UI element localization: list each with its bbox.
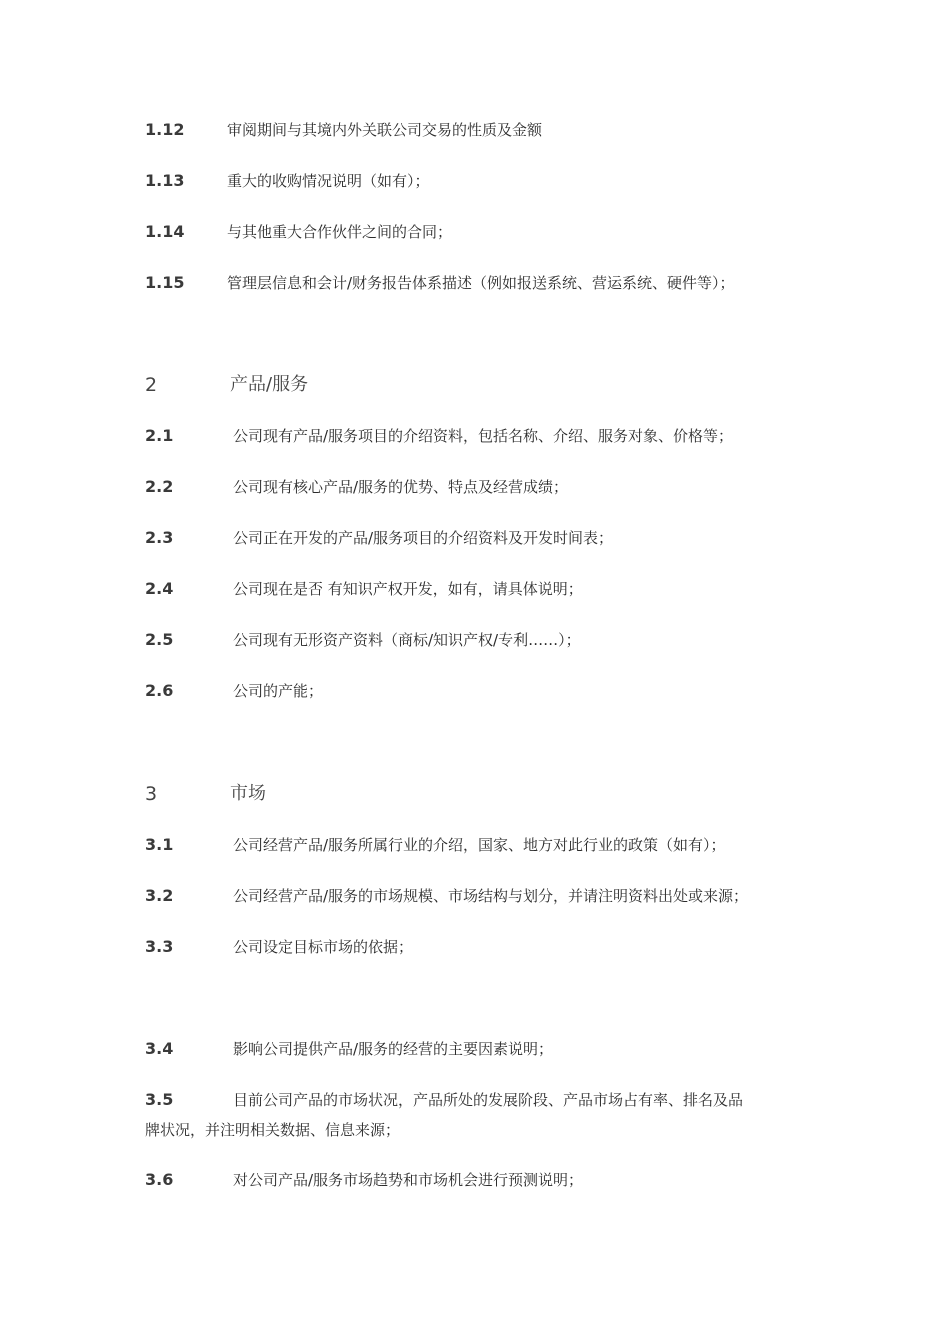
item-text: 公司现有核心产品/服务的优势、特点及经营成绩； xyxy=(233,478,569,496)
list-item-3-4 xyxy=(145,1034,815,1064)
section-heading-2 xyxy=(145,370,815,400)
item-text: 与其他重大合作伙伴之间的合同； xyxy=(227,223,453,241)
list-item-2-4 xyxy=(145,574,815,604)
item-text: 审阅期间与其境内外关联公司交易的性质及金额 xyxy=(227,121,543,139)
item-number: 1.12 xyxy=(145,120,185,139)
list-item-3-1 xyxy=(145,830,815,860)
item-text: 公司正在开发的产品/服务项目的介绍资料及开发时间表； xyxy=(233,529,614,547)
item-text: 重大的收购情况说明（如有）； xyxy=(227,172,430,190)
list-item-3-5 xyxy=(145,1085,815,1145)
item-text: 公司现有无形资产资料（商标/知识产权/专利……）； xyxy=(233,631,581,649)
item-number: 1.13 xyxy=(145,171,185,190)
list-item-2-6 xyxy=(145,676,815,706)
item-number: 2.6 xyxy=(145,681,174,700)
item-text: 影响公司提供产品/服务的经营的主要因素说明； xyxy=(233,1040,554,1058)
item-text: 公司现有产品/服务项目的介绍资料，包括名称、介绍、服务对象、价格等； xyxy=(233,427,734,445)
item-number: 3.2 xyxy=(145,886,174,905)
item-text: 管理层信息和会计/财务报告体系描述（例如报送系统、营运系统、硬件等）； xyxy=(227,274,735,292)
item-number: 3.4 xyxy=(145,1039,174,1058)
list-item-2-1 xyxy=(145,421,815,451)
section-title: 市场 xyxy=(230,783,266,804)
item-number: 3.1 xyxy=(145,835,174,854)
item-number: 2.1 xyxy=(145,426,174,445)
item-number: 2.5 xyxy=(145,630,174,649)
item-number: 1.15 xyxy=(145,273,185,292)
section-number: 2 xyxy=(145,374,158,396)
item-number: 3.6 xyxy=(145,1170,174,1189)
section-title: 产品/服务 xyxy=(230,374,309,395)
list-item-1-13 xyxy=(145,166,815,196)
item-number: 1.14 xyxy=(145,222,185,241)
item-number: 2.3 xyxy=(145,528,174,547)
list-item-1-14 xyxy=(145,217,815,247)
item-text: 公司设定目标市场的依据； xyxy=(233,938,414,956)
list-item-3-2 xyxy=(145,881,815,911)
item-number: 3.3 xyxy=(145,937,174,956)
item-text-line-1: 目前公司产品的市场状况，产品所处的发展阶段、产品市场占有率、排名及品 xyxy=(233,1091,744,1109)
item-text: 公司现在是否 有知识产权开发，如有，请具体说明； xyxy=(233,580,583,598)
item-number: 2.4 xyxy=(145,579,174,598)
section-heading-3 xyxy=(145,779,815,809)
list-item-2-3 xyxy=(145,523,815,553)
list-item-1-15 xyxy=(145,268,815,298)
item-text: 公司经营产品/服务所属行业的介绍，国家、地方对此行业的政策（如有）； xyxy=(233,836,726,854)
item-number: 2.2 xyxy=(145,477,174,496)
item-text: 对公司产品/服务市场趋势和市场机会进行预测说明； xyxy=(233,1171,584,1189)
list-item-2-2 xyxy=(145,472,815,502)
item-text: 公司经营产品/服务的市场规模、市场结构与划分，并请注明资料出处或来源； xyxy=(233,887,749,905)
item-text: 公司的产能； xyxy=(233,682,324,700)
list-item-3-3 xyxy=(145,932,815,962)
list-item-1-12 xyxy=(145,115,815,145)
item-text-line-2: 牌状况，并注明相关数据、信息来源； xyxy=(145,1121,401,1139)
list-item-2-5 xyxy=(145,625,815,655)
section-number: 3 xyxy=(145,783,158,805)
item-number: 3.5 xyxy=(145,1090,174,1109)
list-item-3-6 xyxy=(145,1165,815,1195)
